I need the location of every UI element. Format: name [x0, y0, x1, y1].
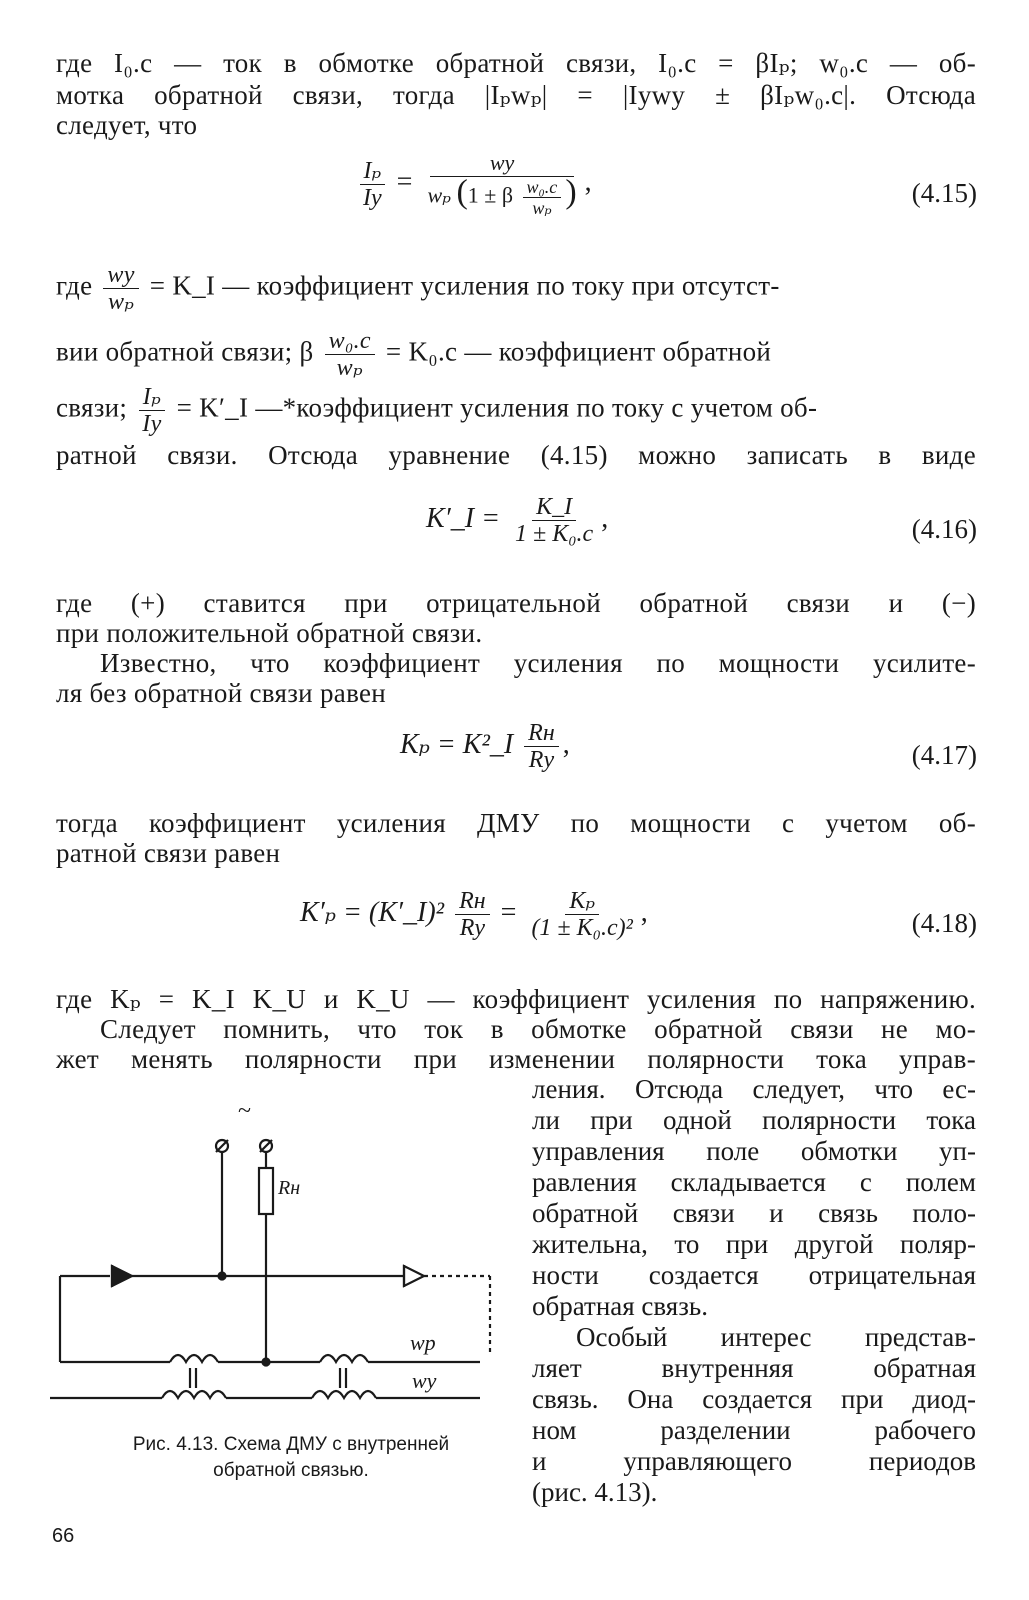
text-line: связь. Она создается при диод- — [532, 1384, 976, 1414]
winding-wy-left — [162, 1391, 226, 1398]
text-line: где Kₚ = K_I K_U и K_U — коэффициент усиления по напряжению. — [56, 984, 976, 1014]
text-line: ратной связи. Отсюда уравнение (4.15) можно записать в виде — [56, 440, 976, 470]
text-line: ляет внутренняя обратная — [532, 1353, 976, 1383]
rn-label: Rн — [278, 1177, 301, 1199]
text-line: жительна, то при другой поляр- — [532, 1229, 976, 1259]
text-line: ности создается отрицательная — [532, 1260, 976, 1290]
resistor-rn — [259, 1168, 273, 1214]
text-line: Следует помнить, что ток в обмотке обратной связи не мо- — [100, 1014, 976, 1044]
page-number: 66 — [52, 1525, 75, 1547]
text-line: ном разделении рабочего — [532, 1415, 976, 1445]
equation-number: (4.17) — [911, 740, 977, 770]
definition-line: где $\frac{wу}{\text{wₚ}}$ = K_I — коэффициент усиления по току при отсутст- — [56, 262, 780, 315]
text-line: где I₀.c — ток в обмотке обратной связи, I₀.c = βIₚ; w₀.c — об- — [56, 48, 976, 78]
text-line: Особый интерес представ- — [576, 1322, 976, 1352]
text-line: при положительной обратной связи. — [56, 618, 483, 648]
text-line: (рис. 4.13). — [532, 1477, 658, 1507]
text-column — [532, 1074, 976, 1508]
text-line: тогда коэффициент усиления ДМУ по мощности с учетом об- — [56, 808, 976, 838]
equation-number: (4.15) — [911, 178, 977, 208]
diode-right — [404, 1266, 424, 1286]
text-line: и управляющего периодов — [532, 1446, 976, 1476]
text-line: обратной связи и связь поло- — [532, 1198, 976, 1228]
text-line: равления складывается с полем — [532, 1167, 976, 1197]
wp-label: wp — [410, 1330, 436, 1355]
ac-label: ~ — [238, 1098, 251, 1124]
equation-4-15: $\frac{\text{Iₚ}}{Iу}$ = wу wₚ (1 ± β $\frac{\text{w₀.c}}{\text{wₚ}}$ ) , — [355, 150, 592, 218]
text-line: где (+) ставится при отрицательной обратной связи и (−) — [56, 588, 976, 618]
equation-number: (4.18) — [911, 908, 977, 938]
text-line: Известно, что коэффициент усиления по мощности усилите- — [100, 648, 976, 678]
winding-wp-left — [170, 1355, 218, 1362]
text-line: обратная связь. — [532, 1291, 708, 1321]
text-line: мотка обратной связи, тогда |Iₚwₚ| = |Iуwу ± βIₚw₀.c|. Отсюда — [56, 80, 976, 110]
wy-label: wy — [412, 1368, 437, 1393]
definition-line: вии обратной связи; β $\frac{\text{w₀.c}}{\text{wₚ}}$ = K₀.c — коэффициент обратной — [56, 328, 772, 381]
text-line: ратной связи равен — [56, 838, 281, 868]
text-line: ли при одной полярности тока — [532, 1105, 976, 1135]
diode-left — [112, 1266, 132, 1286]
text-line: управления поле обмотки уп- — [532, 1136, 976, 1166]
text-line: следует, что — [56, 110, 198, 140]
winding-wp-right — [320, 1355, 368, 1362]
text-line: жет менять полярности при изменении полярности тока управ- — [56, 1044, 976, 1074]
definition-line: связи; $\frac{\text{Iₚ}}{Iу}$ = K′_I —*коэффициент усиления по току с учетом об- — [56, 384, 818, 437]
winding-wy-right — [312, 1391, 376, 1398]
equation-4-17: Kₚ = K²_I $\frac{Rн}{Rу}$ , — [400, 720, 570, 773]
figure-caption: Рис. 4.13. Схема ДМУ с внутренней обратной связью. — [132, 1434, 450, 1481]
equation-4-16: K′_I = $\frac{K\_I}{\text{1 ± K₀.c}}$ , — [426, 494, 609, 547]
equation-4-18: K′ₚ = (K′_I)² $\frac{Rн}{Rу}$ = $\frac{\text{Kₚ}}{\text{(1 ± K₀.c)²}}$ , — [300, 888, 648, 941]
text-line: ления. Отсюда следует, что ес- — [532, 1074, 976, 1104]
text-line: ля без обратной связи равен — [56, 678, 386, 708]
circuit-diagram — [50, 1090, 520, 1420]
equation-number: (4.16) — [911, 514, 977, 544]
